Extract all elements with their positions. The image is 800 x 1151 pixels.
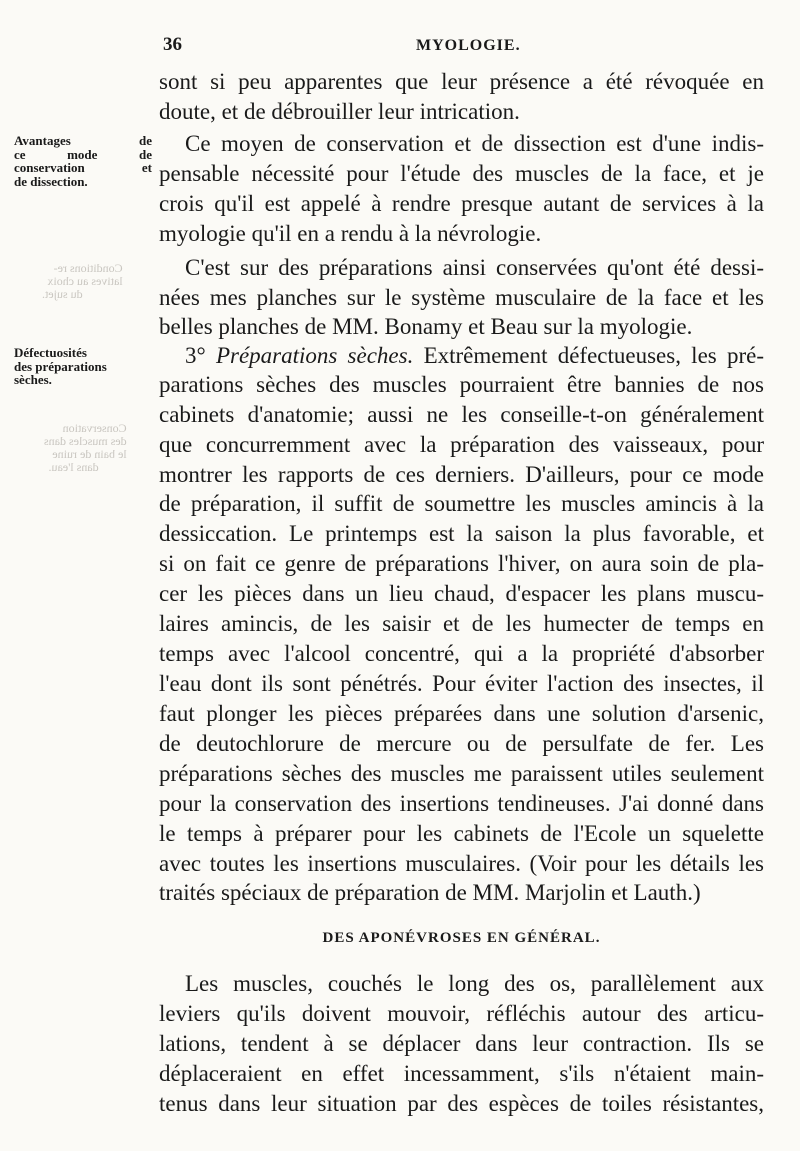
running-title: MYOLOGIE. [416,37,521,54]
section-title-italic: Préparations sèches. [215,343,414,368]
margin-note-line: des préparations [14,358,107,374]
text-run: Extrêmement défectueuses, les pré- [413,343,764,368]
section-heading: DES APONÉVROSES EN GÉNÉRAL. [322,930,601,946]
text-line: tenus dans leur situation par des espèces de toiles résistantes, [159,1091,764,1116]
bleed-line: Conditions re- [53,261,123,275]
text-line: belles planches de MM. Bonamy et Beau sur la myologie. [159,314,693,339]
text-line: avec toutes les insertions musculaires. (Voir pour les détails les [159,851,764,876]
text-line: Les muscles, couchés le long des os, parallèlement aux [185,971,764,996]
bleed-line: dans l'eau. [48,460,99,474]
bleed-line: le bain de ruine [52,447,127,461]
text-line: pensable nécessité pour l'étude des muscles de la face, et je [159,161,764,186]
margin-note-line: de dissection. [14,173,88,189]
text-line: sont si peu apparentes que leur présence a été révoquée en [159,69,764,94]
text-line: l'eau dont ils sont pénétrés. Pour éviter l'action des insectes, il [159,671,764,696]
margin-note-defects [14,346,152,387]
text-line: C'est sur des préparations ainsi conservées qu'ont été dessi- [185,255,764,280]
text-line: traités spéciaux de préparation de MM. Marjolin et Lauth.) [159,880,701,905]
bleed-through-text [44,422,127,474]
text-line: de deutochlorure de mercure ou de persulfate de fer. Les [159,731,764,756]
page-number: 36 [163,34,182,55]
text-line: cabinets d'anatomie; aussi ne les conseille-t-on généralement [159,402,764,427]
margin-note-advantages [14,134,152,188]
text-line: Ce moyen de conservation et de dissection est d'une indis- [185,131,764,156]
margin-note-line: sèches. [14,372,52,387]
section-number: 3° [185,343,216,368]
text-line: dessiccation. Le printemps est la saison la plus favorable, et [159,521,764,546]
text-line: pour la conservation des insertions tendineuses. J'ai donné dans [159,791,764,816]
bleed-line: des muscles dans [44,434,127,448]
bleed-line: Conservation [62,421,127,435]
text-line: que concurremment avec la préparation des vaisseaux, pour [159,432,764,457]
text-line: doute, et de débrouiller leur intrication. [159,99,520,124]
bleed-line: du sujet. [42,287,83,301]
bleed-line: latives au choix [47,274,123,288]
text-line: leviers qu'ils doivent mouvoir, réfléchis autour des articu- [159,1001,764,1026]
text-line: temps avec l'alcool concentré, qui a la propriété d'absorber [159,641,764,666]
text-line: lations, tendent à se déplacer dans leur contraction. Ils se [159,1031,764,1056]
margin-note-line: conservation et [14,160,152,175]
text-line: myologie qu'il en a rendu à la névrologie. [159,221,542,246]
text-line: nées mes planches sur le système musculaire de la face et les [159,285,764,310]
text-line: cer les pièces dans un lieu chaud, d'espacer les plans muscu- [159,581,764,606]
text-line: crois qu'il est appelé à rendre presque autant de services à la [159,191,764,216]
text-line: laires amincis, de les saisir et de les humecter de temps en [159,611,764,636]
text-line: de préparation, il suffit de soumettre les muscles amincis à la [159,491,764,516]
text-line: le temps à préparer pour les cabinets de l'Ecole un squelette [159,821,764,846]
text-line: montrer les rapports de ces derniers. D'ailleurs, pour ce mode [159,462,764,487]
bleed-through-text [42,262,123,301]
text-line-with-italic [185,342,764,370]
text-line: faut plonger les pièces préparées dans une solution d'arsenic, [159,701,764,726]
margin-note-line: ce mode de [14,146,152,162]
text-line: parations sèches des muscles pourraient être bannies de nos [159,372,764,397]
text-line: si on fait ce genre de préparations l'hiver, on aura soin de pla- [159,551,764,576]
text-line: préparations sèches des muscles me paraissent utiles seulement [159,761,764,786]
margin-note-line: Défectuosités [14,345,87,360]
margin-note-line: Avantages de [14,133,152,148]
text-line: déplaceraient en effet incessamment, s'ils n'étaient main- [159,1061,764,1086]
